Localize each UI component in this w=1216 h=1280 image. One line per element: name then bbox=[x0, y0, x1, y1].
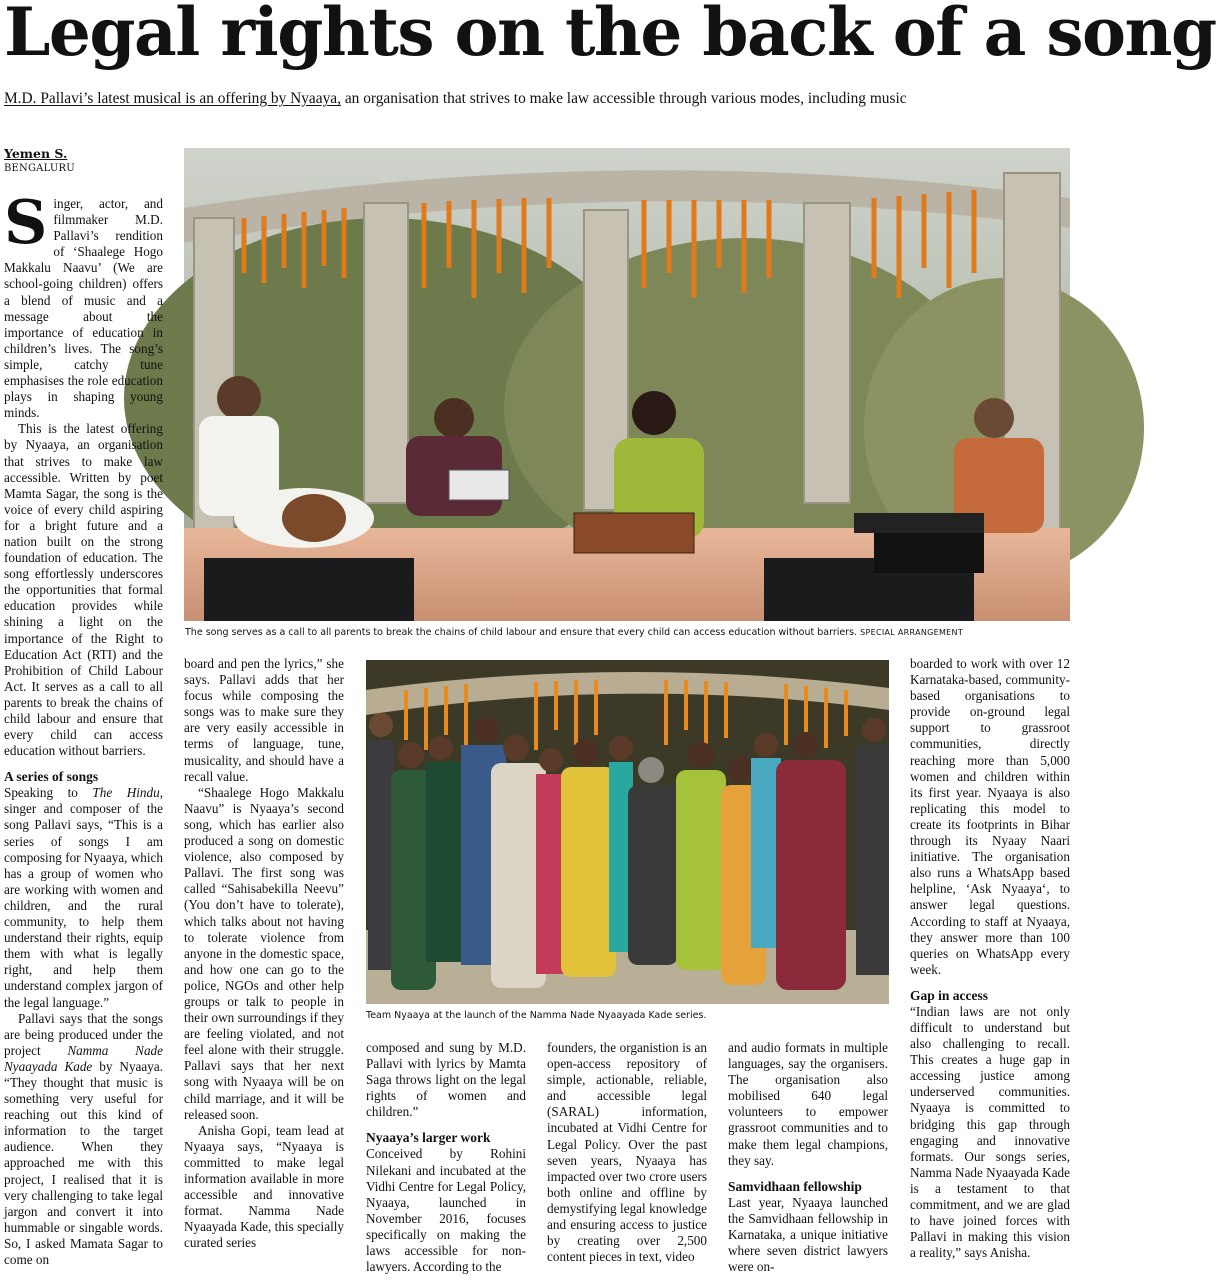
subhead-series: A series of songs bbox=[4, 769, 99, 785]
body-paragraph: Anisha Gopi, team lead at Nyaaya says, “Nyaaya is committed to make legal information available in more accessible and innovative format. Namma Nade Nyaayada Kade, this specially curated series bbox=[184, 1122, 344, 1251]
body-paragraph: boarded to work with over 12 Karnataka-based, community-based organisations to provide on-ground legal support to grassroot communities, directly reaching more than 5,000 women and children within its first year. Nyaaya is also replicating this model to create its footprints in Bihar through its Nyaay Naari initiative. The organisation also runs a WhatsApp based helpline, ‘Ask Nyaaya‘, to answer legal questions. According to staff at Nyaaya, they answer more than 100 queries on WhatsApp every week. bbox=[910, 656, 1070, 977]
text-run: Pallavi says that the songs are being produced under the project bbox=[4, 1010, 163, 1058]
deck bbox=[4, 89, 1078, 109]
deck-rest: an organisation that strives to make law accessible through various modes, including music bbox=[340, 90, 907, 107]
body-paragraph: This is the latest offering by Nyaaya, an organisation that strives to make law accessible. Written by poet Mamta Sagar, the song is the voice of every child aspiring for a bright future and a nation built on the strong foundation of education. The song effortlessly underscores the opportunities that formal education provides while shining a light on the importance of the Right to Education Act (RTI) and the Prohibition of Child Labour Act. It serves as a call to all parents to break the chains of child labour and ensure that every child can access education without barriers. bbox=[4, 421, 163, 759]
body-paragraph bbox=[4, 1011, 163, 1269]
byline: Yemen S. bbox=[4, 146, 68, 161]
text-run: , singer and composer of the song Pallavi says, “This is a series of songs I am composing for Nyaaya, which has a group of women who are working with women and children, and the rural community, to help them understand their rights, equip them with what is legally right, and help them understand complex jargon of the legal language.” bbox=[4, 785, 164, 1010]
concert-photo-caption bbox=[185, 627, 963, 639]
body-paragraph: composed and sung by M.D. Pallavi with lyrics by Mamta Saga throws light on the legal rights of women and children.” bbox=[366, 1040, 526, 1120]
concert-photo bbox=[184, 148, 1070, 621]
concert-caption-text: The song serves as a call to all parents to break the chains of child labour and ensure that every child can access education without barriers. bbox=[185, 627, 858, 638]
project-name: Namma Nade Nyaayada Kade bbox=[4, 1042, 163, 1074]
body-paragraph: Conceived by Rohini Nilekani and incubated at the Vidhi Centre for Legal Policy, Nyaaya, launched in November 2016, focuses specifically on making the laws accessible for non-lawyers. According to the bbox=[366, 1146, 526, 1275]
body-paragraph: board and pen the lyrics,” she says. Pallavi adds that her focus while composing the songs was to make sure they are very easily accessible in terms of language, tune, musicality, and should have a recall value. bbox=[184, 656, 344, 784]
column-6 bbox=[910, 656, 1070, 1280]
publication-name: The Hindu bbox=[92, 785, 160, 801]
subhead-fellowship: Samvidhaan fellowship bbox=[728, 1178, 862, 1194]
column-1 bbox=[4, 188, 164, 1280]
body-paragraph: Last year, Nyaaya launched the Samvidhaan fellowship in Karnataka, a unique initiative where seven district lawyers were on- bbox=[728, 1194, 888, 1275]
photo-credit: SPECIAL ARRANGEMENT bbox=[860, 628, 964, 637]
column-4 bbox=[547, 1040, 707, 1280]
column-5 bbox=[728, 1040, 888, 1280]
concert-photo-illustration bbox=[184, 148, 1070, 621]
body-paragraph: “Indian laws are not only difficult to understand but also challenging to recall. This creates a huge gap in accessing justice among underserved communities. Nyaaya is committed to bridging this gap through engaging and innovative formats. Our songs series, Namma Nade Nyaayada Kade is a testament to that commitment, and we are glad to have joined forces with Pallavi in making this vision a reality,” says Anisha. bbox=[910, 1003, 1071, 1261]
text-run: Speaking to bbox=[4, 785, 93, 801]
text-run: by Nyaaya. “They thought that music is something very useful for reaching out this kind of information to the target audience. When they approached me with this project, I realised that it is very challenging to take legal jargon and convert it into hummable or singable words. So, I asked Mamata Sagar to come on bbox=[4, 1058, 163, 1267]
column-2 bbox=[184, 656, 344, 1280]
column-3 bbox=[366, 1040, 526, 1280]
body-paragraph: founders, the organistion is an open-access repository of simple, actionable, reliable, and accessible legal (SARAL) information, incubated at Vidhi Centre for Legal Policy. Over the past seven years, Nyaaya has impacted over two crore users both online and offline by demystifying legal knowledge and ensuring access to justice by creating over 2,500 content pieces in text, video bbox=[547, 1040, 707, 1265]
drop-cap: S bbox=[4, 188, 48, 258]
team-photo-illustration bbox=[366, 660, 889, 1004]
body-paragraph: and audio formats in multiple languages, say the organisers. The organisation also mobilised 640 legal volunteers to empower grassroot communities and to make them legal champions, they say. bbox=[728, 1040, 888, 1168]
body-paragraph bbox=[4, 785, 163, 1010]
lead-text: inger, actor, and filmmaker M.D. Pallavi’s rendition of ‘Shaalege Hogo Makkalu Naavu’ (We are school-going children) offers a blend of music and a message about the importance of education in children’s lives. The song’s simple, catchy tune emphasises the role education plays in shaping young minds. bbox=[4, 196, 163, 421]
lead-paragraph bbox=[4, 188, 163, 421]
dateline: BENGALURU bbox=[4, 163, 75, 174]
team-photo-caption: Team Nyaaya at the launch of the Namma Nade Nyaayada Kade series. bbox=[366, 1010, 707, 1021]
body-paragraph: “Shaalege Hogo Makkalu Naavu” is Nyaaya’s second song, which has earlier also produced a song on domestic violence, also composed by Pallavi. The first song was called “Sahisabekilla Neevu” (You don’t have to tolerate), which talks about not having to tolerate violence from anyone in the domestic space, and how one can go to the police, NGOs and other help groups or talk to people in their own surroundings if they are feeling violated, and not feel alone with their struggle. Pallavi says that her next song with Nyaaya will be on child marriage, and it will be released soon. bbox=[184, 784, 344, 1122]
deck-underlined: M.D. Pallavi’s latest musical is an offering by Nyaaya, bbox=[4, 90, 341, 107]
team-photo bbox=[366, 660, 889, 1004]
subhead-larger-work: Nyaaya’s larger work bbox=[366, 1130, 491, 1146]
subhead-gap-in-access: Gap in access bbox=[910, 987, 989, 1003]
headline: Legal rights on the back of a song bbox=[4, 0, 1216, 71]
